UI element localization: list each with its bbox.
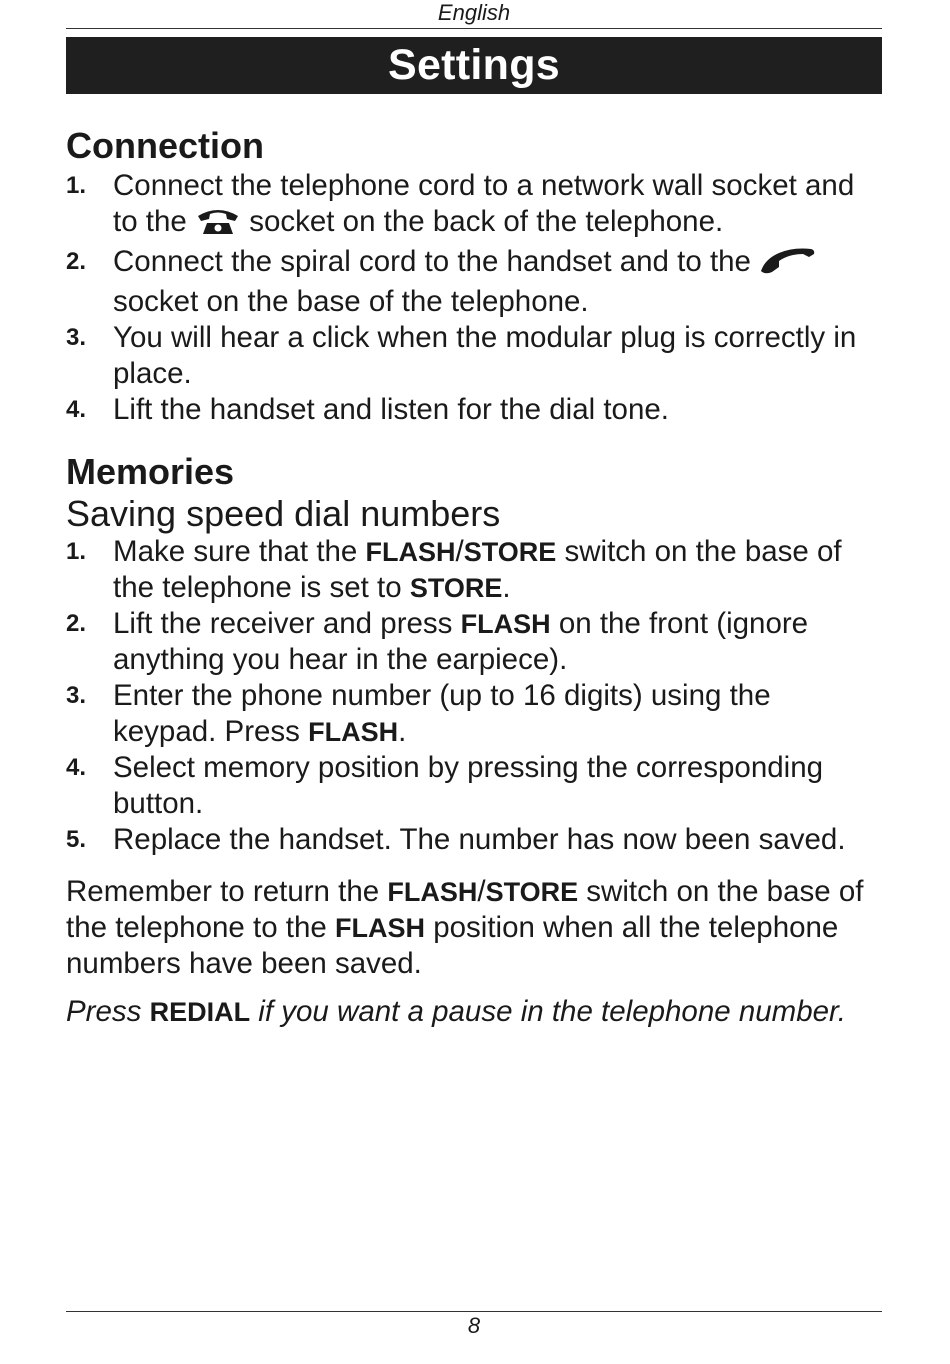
- page-number: 8: [467, 1313, 481, 1338]
- step-text-continued: socket on the base of the telephone.: [113, 285, 589, 318]
- memories-step-3: [66, 678, 882, 750]
- language-label: English: [437, 0, 511, 25]
- note-text: Press: [66, 995, 150, 1028]
- flash-keyword: FLASH: [308, 717, 399, 747]
- step-text: Replace the handset. The number has now been saved.: [113, 823, 846, 856]
- store-keyword: STORE: [463, 537, 557, 567]
- pause-note: [66, 996, 882, 1028]
- memories-heading: Memories: [66, 451, 235, 492]
- step-text: .: [398, 715, 407, 748]
- step-text: Enter the phone number (up to 16 digits) using the keypad. Press: [113, 679, 771, 748]
- connection-heading: Connection: [66, 125, 264, 166]
- step-text: You will hear a click when the modular plug is correctly in place.: [113, 321, 857, 390]
- step-text: Make sure that the: [113, 535, 366, 568]
- memories-steps: [66, 534, 882, 858]
- connection-step-1: [66, 168, 882, 244]
- page-title: Settings: [387, 41, 561, 89]
- step-number: 4.: [66, 396, 87, 423]
- redial-keyword: REDIAL: [149, 997, 251, 1027]
- step-number: 1.: [66, 172, 87, 199]
- step-text: Connect the telephone cord to a network wall socket and to the: [113, 169, 855, 238]
- memories-step-1: [66, 534, 882, 606]
- step-number: 4.: [66, 754, 87, 781]
- reminder-paragraph: [66, 874, 882, 982]
- reminder-text: position when all the telephone numbers have been saved.: [66, 911, 839, 980]
- memories-step-5: [66, 822, 882, 858]
- bottom-divider: [66, 1311, 882, 1312]
- step-number: 1.: [66, 538, 87, 565]
- slash: /: [477, 875, 486, 908]
- telephone-socket-icon: [195, 207, 241, 244]
- step-number: 2.: [66, 610, 87, 637]
- step-text: .: [502, 571, 511, 604]
- step-number: 3.: [66, 682, 87, 709]
- step-text: Select memory position by pressing the corresponding button.: [113, 751, 824, 820]
- note-text: if you want a pause in the telephone number.: [250, 995, 846, 1028]
- main-content: [66, 124, 882, 1028]
- top-divider: [66, 28, 882, 29]
- connection-step-4: [66, 392, 882, 428]
- step-text-continued: socket on the back of the telephone.: [249, 205, 724, 238]
- step-text: Lift the receiver and press: [113, 607, 461, 640]
- step-number: 2.: [66, 248, 87, 275]
- step-text: on the front (ignore anything you hear in the earpiece).: [113, 607, 809, 676]
- flash-keyword: FLASH: [387, 877, 478, 907]
- step-text: Connect the spiral cord to the handset and to the: [113, 245, 751, 278]
- memories-subheading: Saving speed dial numbers: [66, 493, 501, 534]
- connection-step-2: [66, 244, 882, 320]
- flash-keyword: FLASH: [365, 537, 456, 567]
- connection-steps: [66, 168, 882, 428]
- memories-step-4: [66, 750, 882, 822]
- memories-step-2: [66, 606, 882, 678]
- store-keyword: STORE: [485, 877, 579, 907]
- slash: /: [455, 535, 464, 568]
- reminder-text: switch on the base of the telephone to the: [66, 875, 864, 944]
- section-spacer: [66, 428, 882, 450]
- step-text: switch on the base of the telephone is set to: [113, 535, 842, 604]
- handset-icon: [759, 245, 817, 284]
- step-text: Lift the handset and listen for the dial tone.: [113, 393, 669, 426]
- step-number: 3.: [66, 324, 87, 351]
- reminder-text: Remember to return the: [66, 875, 388, 908]
- store-keyword: STORE: [409, 573, 503, 603]
- connection-step-3: [66, 320, 882, 392]
- flash-keyword: FLASH: [460, 609, 551, 639]
- step-number: 5.: [66, 826, 87, 853]
- flash-keyword: FLASH: [335, 913, 426, 943]
- page-title-banner: [66, 37, 882, 94]
